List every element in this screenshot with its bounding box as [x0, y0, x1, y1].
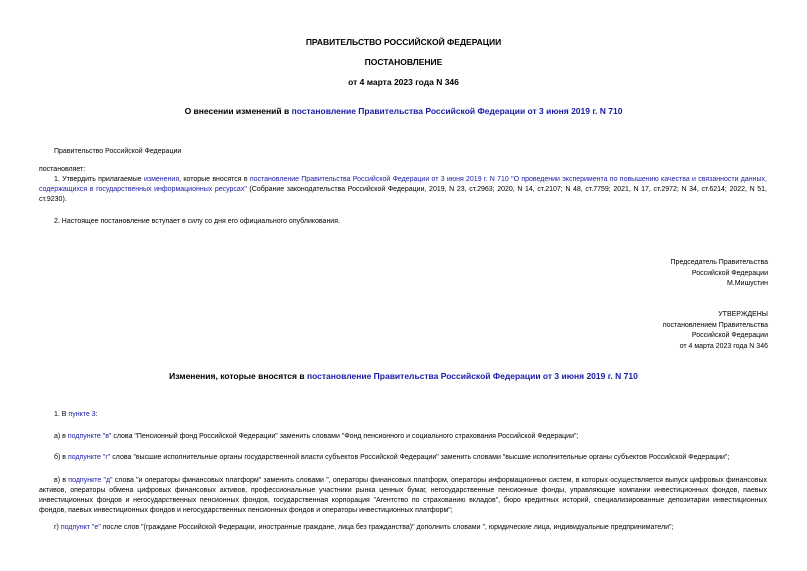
approved-line-1: УТВЕРЖДЕНЫ: [718, 311, 768, 318]
preamble-government: Правительство Российской Федерации: [54, 148, 182, 155]
change-item-1-text: 1. В: [54, 411, 69, 418]
signature-line-1: Председатель Правительства: [670, 259, 768, 266]
approved-line-2: постановлением Правительства: [662, 321, 768, 329]
item-1-text-c: (Собрание законодательства Российской Федерации, 2019, N 23, ст.2963; 2020, N 14, ст.2107; N 48, ст.7759; 2021, N 17, ст.2972; N 34, ст.6214; 2022, N 51, ст.9230).: [39, 186, 767, 203]
subitem-v: [39, 476, 767, 516]
subitem-v-prefix: в) в: [54, 477, 69, 484]
subitem-b-text: слова "высшие исполнительные органы государственной власти субъектов Российской Федерации" заменить словами "высшие исполнительные органы субъектов Российской Федерации";: [110, 454, 730, 461]
change-item-1: [54, 411, 98, 418]
subitem-b: [54, 454, 729, 461]
title-link[interactable]: постановление Правительства Российской Федерации от 3 июня 2019 г. N 710: [291, 106, 623, 116]
subitem-a-prefix: а) в: [54, 433, 68, 440]
subpoint-v-link[interactable]: подпункте "в": [67, 433, 112, 440]
changes-title-prefix: Изменения, которые вносятся в: [169, 371, 307, 381]
document-title: [0, 106, 807, 116]
subpoint-e-link[interactable]: подпункт "е": [60, 524, 101, 531]
item-1: [39, 175, 767, 205]
signature-line-2: Российской Федерации: [691, 269, 768, 277]
government-heading: ПРАВИТЕЛЬСТВО РОССИЙСКОЙ ФЕДЕРАЦИИ: [305, 37, 502, 47]
approved-line-4: от 4 марта 2023 года N 346: [679, 342, 768, 350]
subitem-a-text: слова "Пенсионный фонд Российской Федерации" заменить словами "Фонд пенсионного и социального страхования Российской Федерации";: [111, 433, 579, 440]
title-prefix: О внесении изменений в: [184, 106, 292, 116]
changes-title-link[interactable]: постановление Правительства Российской Федерации от 3 июня 2019 г. N 710: [306, 371, 638, 381]
changes-title: [0, 371, 807, 381]
subitem-g-text: после слов "(граждане Российской Федерации, иностранные граждане, лица без гражданства)" дополнить словами ", юридические лица, индивидуальные предприниматели";: [100, 524, 674, 531]
point-3-link[interactable]: пункте 3: [68, 411, 96, 418]
approved-block: [663, 310, 768, 352]
subitem-g-prefix: г): [54, 524, 61, 531]
subitem-g: [54, 524, 673, 531]
item-1-text-a: 1. Утвердить прилагаемые: [54, 176, 144, 183]
subpoint-g-link[interactable]: подпункте "г": [67, 454, 111, 461]
subpoint-d-link[interactable]: подпункте "д": [68, 477, 113, 484]
document-date-number: от 4 марта 2023 года N 346: [348, 77, 459, 87]
preamble-decides: постановляет:: [39, 166, 86, 173]
subitem-v-text: слова "и операторы финансовых платформ" заменить словами ", операторы финансовых платформ, операторы информационных систем, в которых осуществляется выпуск цифровых финансовых активов, операторы обмена цифровых финансовых активов, профессиональные участники рынка ценных бумаг, негосударственные пенсионные фонды, управляющие компании инвестиционных фондов, паевых инвестиционных фондов и негосударственных пенсионных фондов, государственная корпорация "Агентство по страхованию вкладов", бюро кредитных историй, специализированные депозитарии инвестиционных фондов, паевых инвестиционных фондов и негосударственных пенсионных фондов и операторы инвестиционных платформ";: [39, 477, 767, 514]
approved-line-3: Российской Федерации: [691, 332, 768, 339]
changes-link[interactable]: изменения: [143, 176, 180, 183]
subitem-b-prefix: б) в: [54, 454, 68, 461]
change-item-1-colon: :: [95, 411, 98, 418]
resolution-710-link[interactable]: постановление Правительства Российской Федерации от 3 июня 2019 г. N 710 "О проведении эксперимента по повышению качества и связанности данных, содержащихся в государственных информационных ресурсах": [39, 176, 767, 193]
signature-name: М.Мишустин: [726, 280, 768, 287]
subitem-a: [54, 433, 578, 440]
signature-block: [671, 258, 768, 290]
document-type: ПОСТАНОВЛЕНИЕ: [364, 57, 443, 67]
item-2: 2. Настоящее постановление вступает в силу со дня его официального опубликования.: [54, 218, 340, 225]
item-1-text-b: , которые вносятся в: [179, 176, 250, 183]
